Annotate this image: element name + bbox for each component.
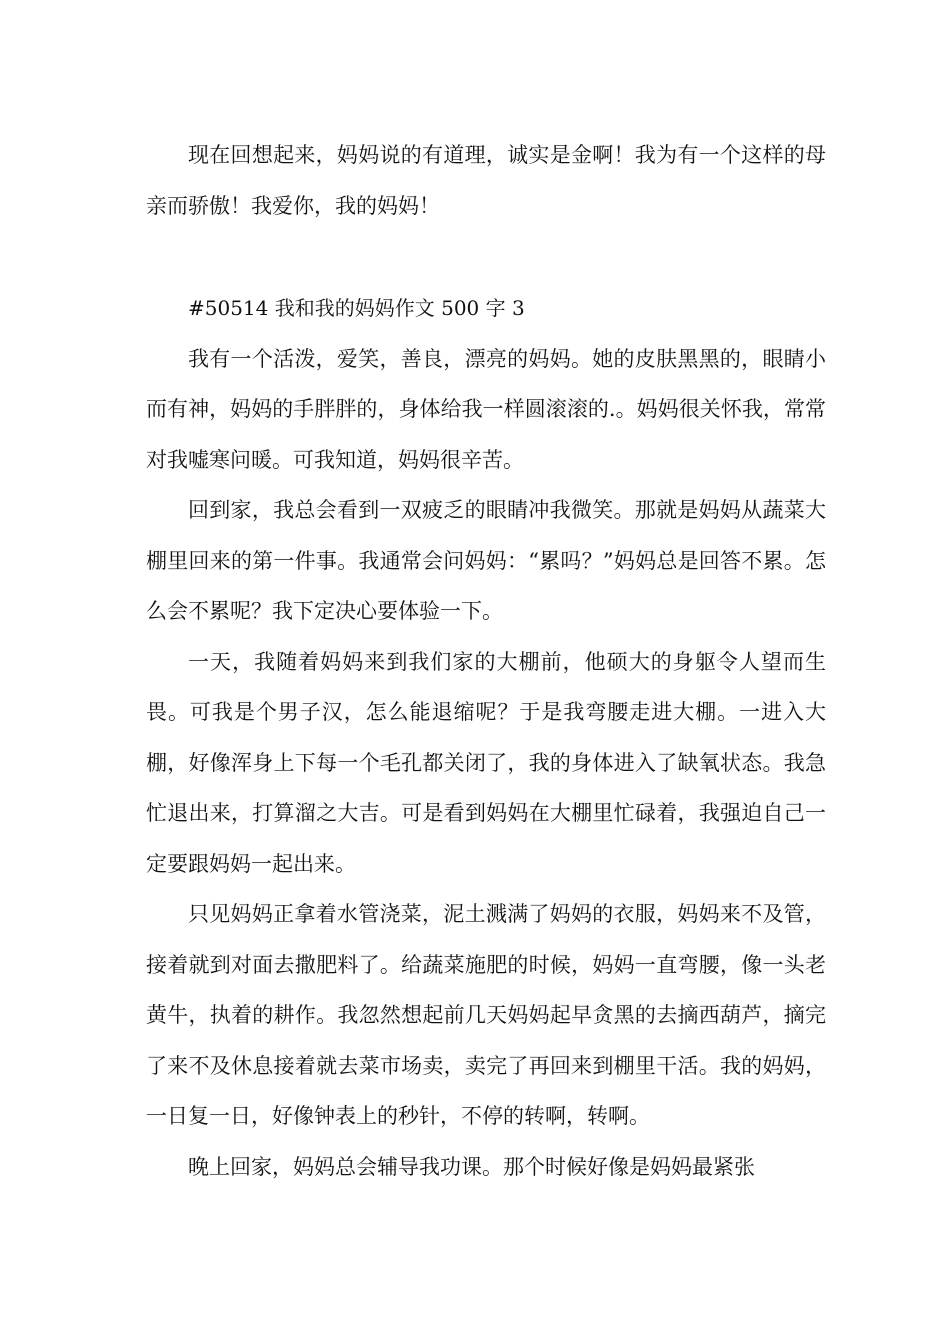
paragraph-3: 一天，我随着妈妈来到我们家的大棚前，他硕大的身躯令人望而生畏。可我是个男子汉，怎么能退缩呢？于是我弯腰走进大棚。一进入大棚，好像浑身上下每一个毛孔都关闭了，我的身体进入了缺氧状态。我急忙退出来，打算溜之大吉。可是看到妈妈在大棚里忙碌着，我强迫自己一定要跟妈妈一起出来。 [146,649,826,876]
intro-paragraph: 现在回想起来，妈妈说的有道理，诚实是金啊！我为有一个这样的母亲而骄傲！我爱你，我的妈妈！ [146,143,826,218]
document-body [146,130,826,1192]
paragraph-1: 我有一个活泼，爱笑，善良，漂亮的妈妈。她的皮肤黑黑的，眼睛小而有神，妈妈的手胖胖的，身体给我一样圆滚滚的.。妈妈很关怀我，常常对我嘘寒问暖。可我知道，妈妈很辛苦。 [146,346,826,472]
paragraph-2: 回到家，我总会看到一双疲乏的眼睛冲我微笑。那就是妈妈从蔬菜大棚里回来的第一件事。我通常会问妈妈：“累吗？”妈妈总是回答不累。怎么会不累呢？我下定决心要体验一下。 [146,498,826,623]
essay-title: #50514 我和我的妈妈作文 500 字 3 [188,296,525,320]
section-gap [146,231,826,283]
paragraph-5: 晚上回家，妈妈总会辅导我功课。那个时候好像是妈妈最紧张 [188,1154,755,1179]
paragraph-4: 只见妈妈正拿着水管浇菜，泥土溅满了妈妈的衣服，妈妈来不及管，接着就到对面去撒肥料了。给蔬菜施肥的时候，妈妈一直弯腰，像一头老黄牛，执着的耕作。我忽然想起前几天妈妈起早贪黑的去摘西葫芦，摘完了来不及休息接着就去菜市场卖，卖完了再回来到棚里干活。我的妈妈，一日复一日，好像钟表上的秒针，不停的转啊，转啊。 [146,902,826,1128]
